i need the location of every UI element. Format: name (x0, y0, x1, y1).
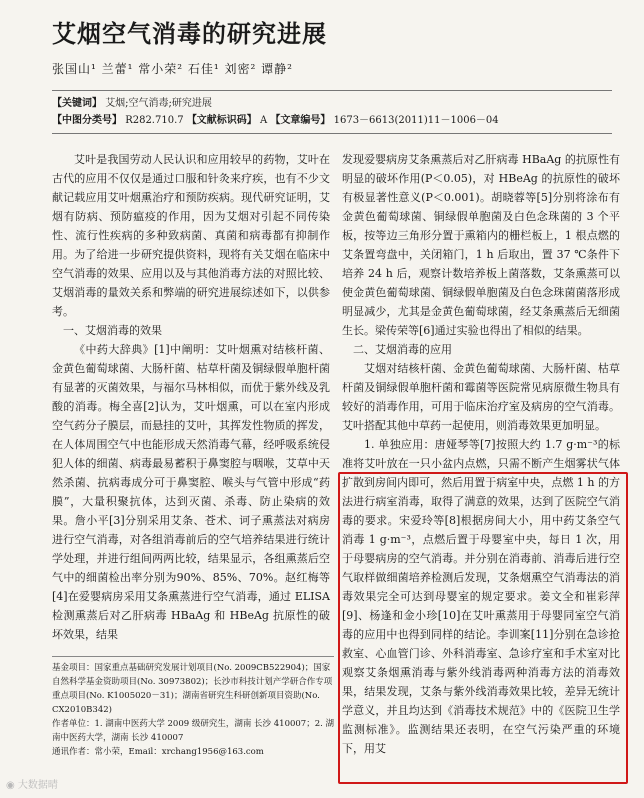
body-paragraph: 发现爱婴病房艾条熏蒸后对乙肝病毒 HBaAg 的抗原性有明显的破坏作用(P＜0.05)，对 HBeAg 的抗原性的破坏有极显著性意义(P＜0.001)。胡晓蓉等[5]分别将涂布有金黄色葡萄球菌、铜绿假单胞菌及白色念珠菌的 3 个平板，按等边三角形分置于熏箱内的栅栏板上，1 根点燃的艾条置弯盘中，关闭箱门，1 h 后取出，置 37 ℃条件下培养 24 h 后，观察计数培养板上菌落数，艾条熏蒸可以使金黄色葡萄球菌、铜绿假单胞菌及白色念珠菌菌落形成明显减少，尤其是金黄色葡萄球菌，经艾条熏蒸后无细菌生长。梁传荣等[6]通过实验也得出了相似的结果。 (342, 153, 620, 337)
body-paragraph: 艾烟对结核杆菌、金黄色葡萄球菌、大肠杆菌、枯草杆菌及铜绿假单胞杆菌和霉菌等医院常见病原微生物具有较好的消毒作用，可用于临床治疗室及病房的空气消毒。艾叶搭配其他中草药一起使用，则消毒效果更加明显。 (342, 362, 620, 432)
affiliation-note: 作者单位：1. 湖南中医药大学 2009 级研究生，湖南 长沙 410007；2. 湖南中医药大学，湖南 长沙 410007 (52, 719, 335, 743)
keywords-label: 【关键词】 (52, 98, 102, 109)
left-column (52, 150, 330, 644)
weibo-icon: ◉ (6, 780, 15, 791)
clc-label: 【中图分类号】 (52, 115, 122, 126)
article-meta (52, 90, 612, 134)
body-paragraph-single-use: 1. 单独应用：唐娅琴等[7]按照大约 1.7 g·m⁻³的标准将艾叶放在一只小盆内点燃，只需不断产生烟雾状气体扩散到房间内即可，然后用置于病室中央，点燃 1 h 的方法进行病室消毒，取得了满意的效果，达到了医院空气消毒的要求。宋爱玲等[8]根据房间大小，用中药艾条空气消毒 1 g·m⁻³，点燃后置于母婴室中央，每日 1 次，用于母婴病房的空气消毒。并分别在消毒前、消毒后进行空气取样做细菌培养检测后发现，艾条烟熏空气消毒法的消毒效果完全可达到母婴室的规定要求。姜文全和崔彩萍[9]、杨逢和金小珍[10]在艾叶熏蒸用于母婴同室空气消毒的应用中也得到同样的结论。李训案[11]分别在急诊抢救室、心血管门诊、外科消毒室、急诊疗室和手术室对比观察艾条烟熏消毒与紫外线消毒两种消毒方法的消毒效果，结果发现，艾条与紫外线消毒效果比较，差异无统计学意义，并且均达到《消毒技术规范》中的《医院卫生学监测标准》。监测结果还表明，在空气污染严重的环境下，用艾 (342, 438, 620, 755)
doc-code-label: 【文献标识码】 (186, 115, 257, 126)
footnote (52, 656, 334, 759)
body-paragraph: 《中药大辞典》[1]中阐明：艾叶烟熏对结核杆菌、金黄色葡萄球菌、大肠杆菌、枯草杆菌及铜绿假单胞杆菌有显著的灭菌效果，与福尔马林相似，而优于紫外线及乳酸的消毒。梅全喜[2]认为，艾叶烟熏，可以在室内形成空气药分子膜层，而悬挂的艾叶，其挥发性物质的挥发，在人体周围空气中也能形成天然消毒气幕，经呼吸系统侵犯人体的细菌、病毒最易蓄积于鼻窦腔与咽喉，艾草中天然杀菌、抗病毒成分可于鼻窦腔、喉头与气管中形成“药膜”，大量积聚抗体，达到灭菌、杀毒、防止染病的效果。詹小平[3]分别采用艾条、苍术、诃子熏蒸法对病房进行空气消毒，对各组消毒前后的空气培养结果进行统计学处理，并进行组间两两比较，结果显示，各组熏蒸后空气中的细菌检出率分别为90%、85%、70%。赵红梅等[4]在爱婴病房采用艾条熏蒸进行空气消毒，通过 ELISA 检测熏蒸后对乙肝病毒 HBaAg 和 HBeAg 抗原性的破坏效果，结果 (52, 343, 330, 641)
article-no-value: 1673－6613(2011)11－1006－04 (333, 115, 499, 126)
intro-paragraph: 艾叶是我国劳动人民认识和应用较早的药物，艾叶在古代的应用不仅仅是通过口服和针灸来疗疾，也有不少文献记载应用艾叶烟熏治疗和预防疾病。现代研究证明，艾烟有防病、预防瘟疫的作用，因为艾烟对引起不同传染性、流行性疾病的多种致病菌、真菌和病毒都有抑制作用。为了给进一步研究提供资料，现将有关艾烟在临床中空气消毒的效果、应用以及与其他消毒方法的对照比较、艾烟消毒的量效关系和弊端的研究进展综述如下，以供参考。 (52, 153, 330, 318)
doc-code-value: A (260, 115, 268, 126)
classification-row (52, 112, 612, 129)
keywords-row (52, 95, 612, 112)
section-heading-application: 二、艾烟消毒的应用 (353, 343, 452, 356)
watermark-text: 大数据晴 (17, 780, 58, 791)
fund-note: 基金项目：国家重点基础研究发展计划项目(No. 2009CB522904)；国家自然科学基金资助项目(No. 30973802)；长沙市科技计划产学研合作专项重点项目(No. K1005020－31)；湖南省研究生科研创新项目资助(No. CX2010B342) (52, 663, 333, 715)
clc-value: R282.710.7 (125, 115, 184, 126)
authors: 张国山¹ 兰蕾¹ 常小荣² 石佳¹ 刘密² 谭静² (52, 62, 293, 76)
highlight-box (338, 472, 628, 784)
article-no-label: 【文章编号】 (270, 115, 331, 126)
article-title: 艾烟空气消毒的研究进展 (52, 19, 327, 48)
contact-note: 通讯作者：常小荣，Email：xrchang1956@163.com (52, 747, 264, 757)
keywords: 艾烟;空气消毒;研究进展 (105, 98, 212, 109)
watermark (6, 776, 58, 791)
section-heading-effect: 一、艾烟消毒的效果 (63, 324, 162, 337)
